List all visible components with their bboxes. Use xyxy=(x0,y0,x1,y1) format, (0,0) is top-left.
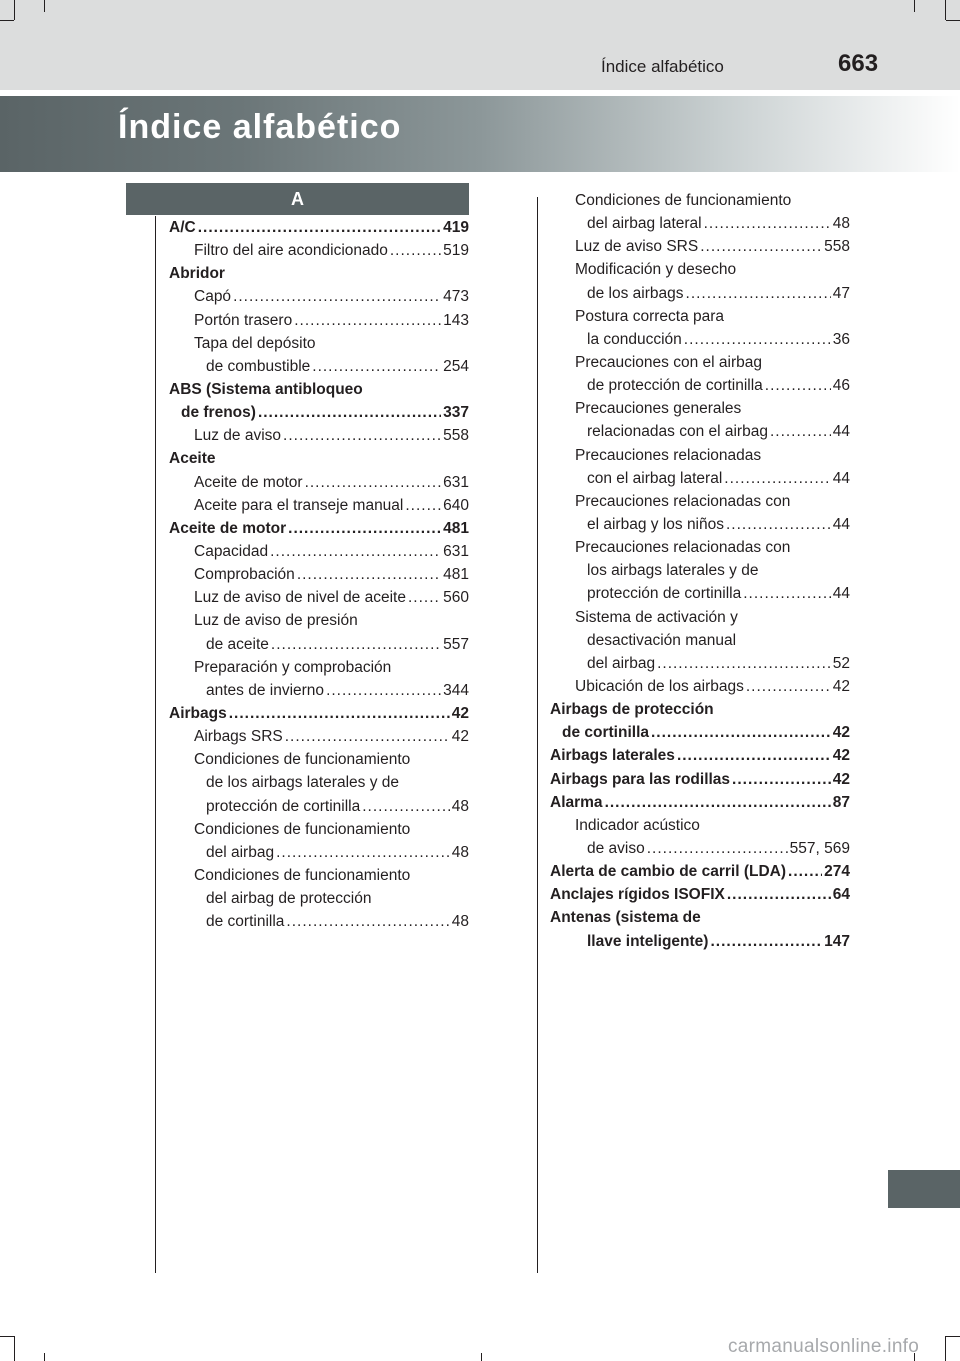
index-entry-term: Alerta de cambio de carril (LDA) xyxy=(550,863,787,881)
index-entry-term: Luz de aviso de presión xyxy=(194,612,358,630)
dot-leader xyxy=(198,216,441,239)
crop-mark xyxy=(0,1336,14,1337)
index-entry xyxy=(169,586,469,609)
index-entry xyxy=(169,910,469,933)
index-entry-page: 631 xyxy=(443,473,469,491)
index-entry xyxy=(169,309,469,332)
dot-leader xyxy=(294,309,441,332)
index-entry xyxy=(550,282,850,305)
dot-leader xyxy=(746,675,831,698)
index-entry-term: Aceite para el transeje manual xyxy=(194,496,404,514)
index-entry-term: Capó xyxy=(194,288,232,306)
index-entry-term: Portón trasero xyxy=(194,311,293,329)
index-entry xyxy=(550,467,850,490)
index-entry-page: 44 xyxy=(832,515,850,533)
index-entry-term: Abridor xyxy=(169,265,225,283)
dot-leader xyxy=(362,795,450,818)
index-entry-term: Precauciones relacionadas con xyxy=(575,539,791,557)
left-index-column xyxy=(169,216,469,933)
index-entry-term: Indicador acústico xyxy=(575,816,700,834)
index-entry-term: Precauciones relacionadas con xyxy=(575,492,791,510)
index-entry-page: 48 xyxy=(451,843,469,861)
index-entry-page: 143 xyxy=(443,311,469,329)
index-entry-term: Capacidad xyxy=(194,542,269,560)
dot-leader xyxy=(704,212,831,235)
index-entry-term: llave inteligente) xyxy=(587,932,709,950)
left-column-rule xyxy=(155,216,156,1273)
dot-leader xyxy=(390,239,441,262)
dot-leader xyxy=(276,841,450,864)
crop-mark xyxy=(945,0,946,20)
index-entry-term: Precauciones relacionadas xyxy=(575,446,762,464)
index-entry-term: de cortinilla xyxy=(562,724,649,742)
index-entry xyxy=(550,444,850,467)
index-entry xyxy=(550,860,850,883)
index-entry-page: 254 xyxy=(443,357,469,375)
index-entry xyxy=(550,768,850,791)
index-entry xyxy=(550,606,850,629)
dot-leader xyxy=(270,540,441,563)
dot-leader xyxy=(405,494,441,517)
section-letter-header: A xyxy=(126,183,469,215)
index-entry-term: Antenas (sistema de xyxy=(550,909,701,927)
index-entry xyxy=(550,930,850,953)
dot-leader xyxy=(657,652,831,675)
dot-leader xyxy=(732,768,831,791)
crop-mark xyxy=(0,20,14,21)
index-entry-page: 558 xyxy=(824,238,850,256)
index-entry-term: de frenos) xyxy=(181,404,256,422)
index-entry-term: Preparación y comprobación xyxy=(194,658,392,676)
index-entry-page: 481 xyxy=(443,519,469,537)
index-entry xyxy=(169,748,469,771)
index-entry xyxy=(550,305,850,328)
index-entry xyxy=(169,771,469,794)
index-entry-term: de los airbags laterales y de xyxy=(206,774,400,792)
dot-leader xyxy=(326,679,441,702)
watermark: carmanualsonline.info xyxy=(728,1336,920,1357)
index-entry xyxy=(550,675,850,698)
dot-leader xyxy=(283,424,441,447)
dot-leader xyxy=(743,582,831,605)
index-entry-term: Condiciones de funcionamiento xyxy=(194,866,411,884)
index-entry xyxy=(550,906,850,929)
dot-leader xyxy=(258,401,441,424)
index-entry-term: Luz de aviso de nivel de aceite xyxy=(194,589,406,607)
index-entry-page: 42 xyxy=(832,770,850,788)
index-entry xyxy=(550,814,850,837)
crop-mark xyxy=(946,20,960,21)
index-entry-term: de aviso xyxy=(587,839,645,857)
index-entry-term: de cortinilla xyxy=(206,913,285,931)
index-entry-page: 48 xyxy=(451,797,469,815)
index-entry-page: 64 xyxy=(832,886,850,904)
index-entry xyxy=(169,656,469,679)
index-entry-page: 44 xyxy=(832,423,850,441)
index-entry-term: Precauciones con el airbag xyxy=(575,353,762,371)
index-entry xyxy=(550,513,850,536)
index-entry-page: 337 xyxy=(443,404,469,422)
index-entry xyxy=(169,563,469,586)
index-entry-term: del airbag de protección xyxy=(206,890,372,908)
dot-leader xyxy=(770,420,831,443)
index-entry-term: Condiciones de funcionamiento xyxy=(194,820,411,838)
index-entry xyxy=(169,332,469,355)
index-entry xyxy=(169,864,469,887)
dot-leader xyxy=(726,513,831,536)
index-entry-term: Sistema de activación y xyxy=(575,608,738,626)
index-entry-page: 48 xyxy=(832,215,850,233)
index-entry-page: 44 xyxy=(832,469,850,487)
index-entry-term: Precauciones generales xyxy=(575,400,742,418)
right-index-column xyxy=(550,189,850,953)
index-entry-page: 52 xyxy=(832,654,850,672)
index-entry-page: 557 xyxy=(443,635,469,653)
index-entry-page: 44 xyxy=(832,585,850,603)
index-entry xyxy=(169,285,469,308)
index-entry xyxy=(169,841,469,864)
index-entry xyxy=(169,378,469,401)
dot-leader xyxy=(765,374,831,397)
index-entry-term: ABS (Sistema antibloqueo xyxy=(169,380,363,398)
index-entry xyxy=(169,401,469,424)
header-bar xyxy=(0,0,960,90)
dot-leader xyxy=(727,883,831,906)
index-entry xyxy=(169,679,469,702)
crop-mark xyxy=(481,1353,482,1361)
index-entry-term: Condiciones de funcionamiento xyxy=(575,192,792,209)
index-entry xyxy=(550,791,850,814)
index-entry-term: protección de cortinilla xyxy=(206,797,361,815)
crop-mark xyxy=(14,1336,15,1361)
index-entry xyxy=(169,355,469,378)
dot-leader xyxy=(305,471,442,494)
dot-leader xyxy=(700,235,822,258)
index-entry xyxy=(169,216,469,239)
crop-mark xyxy=(945,1336,946,1361)
index-entry-page: 46 xyxy=(832,377,850,395)
index-entry xyxy=(550,397,850,420)
crop-mark xyxy=(946,1336,960,1337)
crop-mark xyxy=(44,1353,45,1361)
index-entry xyxy=(550,328,850,351)
index-entry-term: Condiciones de funcionamiento xyxy=(194,751,411,769)
running-title: Índice alfabético xyxy=(601,57,724,76)
index-entry-term: Aceite de motor xyxy=(169,519,287,537)
index-entry xyxy=(550,235,850,258)
index-entry xyxy=(550,559,850,582)
index-entry-term: Filtro del aire acondicionado xyxy=(194,242,388,260)
index-entry xyxy=(550,258,850,281)
index-entry xyxy=(169,262,469,285)
right-column-rule xyxy=(537,197,538,1273)
index-entry-term: Postura correcta para xyxy=(575,307,725,325)
dot-leader xyxy=(297,563,441,586)
dot-leader xyxy=(233,285,441,308)
index-entry xyxy=(169,517,469,540)
index-entry-term: de combustible xyxy=(206,357,311,375)
index-entry-term: del airbag lateral xyxy=(587,215,702,233)
index-entry-page: 519 xyxy=(443,242,469,260)
index-entry-term: Airbags laterales xyxy=(550,747,675,765)
index-entry-page: 42 xyxy=(832,724,850,742)
index-entry-term: Airbags xyxy=(169,704,227,722)
index-entry-term: del airbag xyxy=(206,843,275,861)
dot-leader xyxy=(788,860,822,883)
index-entry xyxy=(169,494,469,517)
index-entry xyxy=(169,702,469,725)
index-entry xyxy=(550,189,850,212)
index-entry-term: Ubicación de los airbags xyxy=(575,677,744,695)
page-title: Índice alfabético xyxy=(118,108,402,146)
index-entry xyxy=(550,883,850,906)
index-entry xyxy=(169,239,469,262)
index-entry xyxy=(169,633,469,656)
index-entry-term: con el airbag lateral xyxy=(587,469,723,487)
index-entry-page: 560 xyxy=(443,589,469,607)
index-entry-page: 42 xyxy=(832,747,850,765)
index-entry-page: 274 xyxy=(824,863,850,881)
index-entry xyxy=(550,212,850,235)
dot-leader xyxy=(229,702,450,725)
index-entry-term: Tapa del depósito xyxy=(194,334,316,352)
index-entry-term: A/C xyxy=(169,219,196,236)
dot-leader xyxy=(605,791,831,814)
index-entry-page: 557, 569 xyxy=(789,839,850,857)
index-entry-page: 558 xyxy=(443,427,469,445)
index-entry-term: de los airbags xyxy=(587,284,684,302)
index-entry-term: Comprobación xyxy=(194,566,295,584)
index-entry xyxy=(550,744,850,767)
index-entry-page: 36 xyxy=(832,330,850,348)
index-entry xyxy=(550,420,850,443)
dot-leader xyxy=(286,910,449,933)
index-entry-term: Airbags SRS xyxy=(194,728,283,746)
index-entry-term: desactivación manual xyxy=(587,631,737,649)
index-entry xyxy=(550,490,850,513)
index-entry-page: 631 xyxy=(443,542,469,560)
index-entry xyxy=(550,721,850,744)
index-entry-page: 147 xyxy=(824,932,850,950)
index-entry-term: Luz de aviso SRS xyxy=(575,238,699,256)
index-entry-term: del airbag xyxy=(587,654,656,672)
index-entry xyxy=(550,652,850,675)
index-entry-page: 42 xyxy=(451,728,469,746)
crop-mark xyxy=(914,0,915,12)
index-entry-term: de aceite xyxy=(206,635,269,653)
index-entry-term: antes de invierno xyxy=(206,681,325,699)
index-entry-term: Alarma xyxy=(550,793,603,811)
index-entry xyxy=(169,471,469,494)
crop-mark xyxy=(44,0,45,12)
index-entry-term: Airbags para las rodillas xyxy=(550,770,731,788)
index-entry xyxy=(169,725,469,748)
dot-leader xyxy=(724,467,830,490)
index-entry-term: Aceite de motor xyxy=(194,473,303,491)
index-entry-page: 344 xyxy=(443,681,469,699)
index-entry-term: protección de cortinilla xyxy=(587,585,742,603)
index-entry xyxy=(169,795,469,818)
index-entry-term: los airbags laterales y de xyxy=(587,562,759,580)
index-entry-term: Luz de aviso xyxy=(194,427,282,445)
dot-leader xyxy=(686,282,831,305)
index-entry-term: Modificación y desecho xyxy=(575,261,737,279)
index-entry-term: de protección de cortinilla xyxy=(587,377,763,395)
index-entry-term: Airbags de protección xyxy=(550,701,714,719)
dot-leader xyxy=(677,744,831,767)
dot-leader xyxy=(288,517,441,540)
index-entry-term: relacionadas con el airbag xyxy=(587,423,768,441)
index-entry xyxy=(550,629,850,652)
index-entry xyxy=(550,374,850,397)
index-entry xyxy=(169,887,469,910)
index-entry xyxy=(169,424,469,447)
index-entry-page: 473 xyxy=(443,288,469,306)
index-entry xyxy=(169,447,469,470)
index-entry-page: 87 xyxy=(832,793,850,811)
index-entry xyxy=(169,540,469,563)
index-entry-page: 640 xyxy=(443,496,469,514)
dot-leader xyxy=(684,328,831,351)
index-entry-page: 481 xyxy=(443,566,469,584)
index-entry-page: 47 xyxy=(832,284,850,302)
index-entry-page: 419 xyxy=(443,219,469,236)
index-entry xyxy=(550,351,850,374)
index-entry xyxy=(169,818,469,841)
page-number: 663 xyxy=(838,50,879,77)
index-entry-term: Anclajes rígidos ISOFIX xyxy=(550,886,725,904)
dot-leader xyxy=(647,837,788,860)
index-entry-term: Aceite xyxy=(169,450,216,468)
dot-leader xyxy=(285,725,450,748)
dot-leader xyxy=(651,721,831,744)
index-entry xyxy=(550,536,850,559)
index-entry xyxy=(550,582,850,605)
index-entry-page: 42 xyxy=(832,677,850,695)
crop-mark xyxy=(14,0,15,20)
index-entry-page: 48 xyxy=(451,913,469,931)
dot-leader xyxy=(312,355,441,378)
index-entry xyxy=(169,609,469,632)
index-entry xyxy=(550,837,850,860)
dot-leader xyxy=(408,586,441,609)
index-entry-page: 42 xyxy=(451,704,469,722)
dot-leader xyxy=(710,930,822,953)
index-entry-term: el airbag y los niños xyxy=(587,515,724,533)
index-entry-term: la conducción xyxy=(587,330,682,348)
chapter-tab xyxy=(888,1170,960,1208)
index-entry xyxy=(550,698,850,721)
dot-leader xyxy=(271,633,441,656)
